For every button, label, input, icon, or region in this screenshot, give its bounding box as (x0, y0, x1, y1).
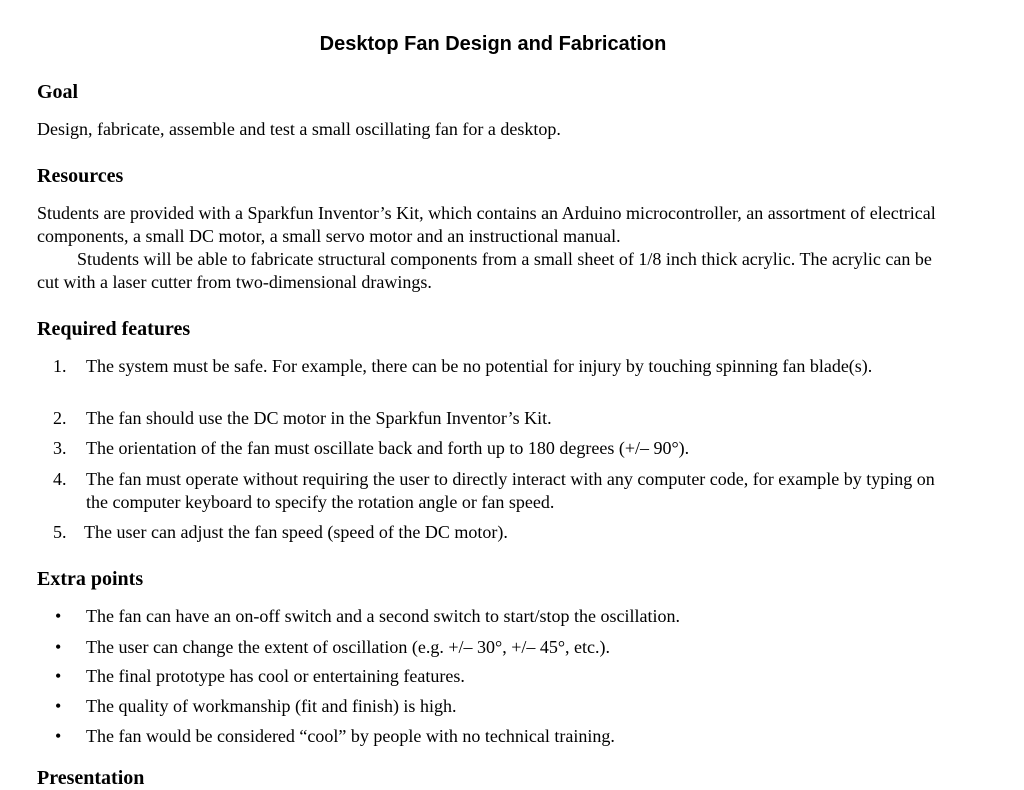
extra-points-heading: Extra points (37, 568, 144, 590)
document-title: Desktop Fan Design and Fabrication (319, 33, 667, 55)
extra-point-text: The user can change the extent of oscillation (e.g. +/– 30°, +/– 45°, etc.). (86, 637, 611, 657)
required-feature-text: The fan must operate without requiring the user to directly interact with any computer code, for example by typing on the computer keyboard to specify the rotation angle or fan speed. (86, 469, 935, 512)
extra-point-text: The fan can have an on-off switch and a second switch to start/stop the oscillation. (86, 606, 680, 626)
bullet-icon: • (55, 696, 62, 716)
goal-heading: Goal (37, 81, 79, 103)
required-features-heading: Required features (37, 318, 191, 340)
presentation-heading: Presentation (37, 767, 145, 789)
resources-heading: Resources (37, 165, 124, 187)
bullet-icon: • (55, 666, 62, 686)
extra-point-text: The quality of workmanship (fit and finish) is high. (86, 696, 457, 716)
bullet-icon: • (55, 606, 62, 626)
extra-point-text: The fan would be considered “cool” by people with no technical training. (86, 726, 615, 746)
required-feature-text: The system must be safe. For example, there can be no potential for injury by touching spinning fan blade(s). (86, 356, 873, 376)
list-number: 5. (53, 522, 67, 542)
required-feature-text: The fan should use the DC motor in the Sparkfun Inventor’s Kit. (86, 408, 552, 428)
resources-paragraph-1: Students are provided with a Sparkfun Inventor’s Kit, which contains an Arduino microcontroller, an assortment of electrical components, a small DC motor, a small servo motor and an instructional manual. (37, 203, 936, 246)
resources-paragraph (37, 202, 957, 294)
extra-point-text: The final prototype has cool or entertaining features. (86, 666, 465, 686)
required-feature-text: The user can adjust the fan speed (speed of the DC motor). (84, 522, 508, 542)
bullet-icon: • (55, 726, 62, 746)
list-number: 2. (53, 408, 67, 428)
bullet-icon: • (55, 637, 62, 657)
list-number: 3. (53, 438, 67, 458)
resources-paragraph-2: Students will be able to fabricate structural components from a small sheet of 1/8 inch thick acrylic. The acrylic can be cut with a laser cutter from two-dimensional drawings. (37, 249, 932, 292)
list-number: 4. (53, 469, 67, 489)
goal-text: Design, fabricate, assemble and test a small oscillating fan for a desktop. (37, 119, 561, 139)
required-feature-text: The orientation of the fan must oscillate back and forth up to 180 degrees (+/– 90°). (86, 438, 690, 458)
list-number: 1. (53, 356, 67, 376)
